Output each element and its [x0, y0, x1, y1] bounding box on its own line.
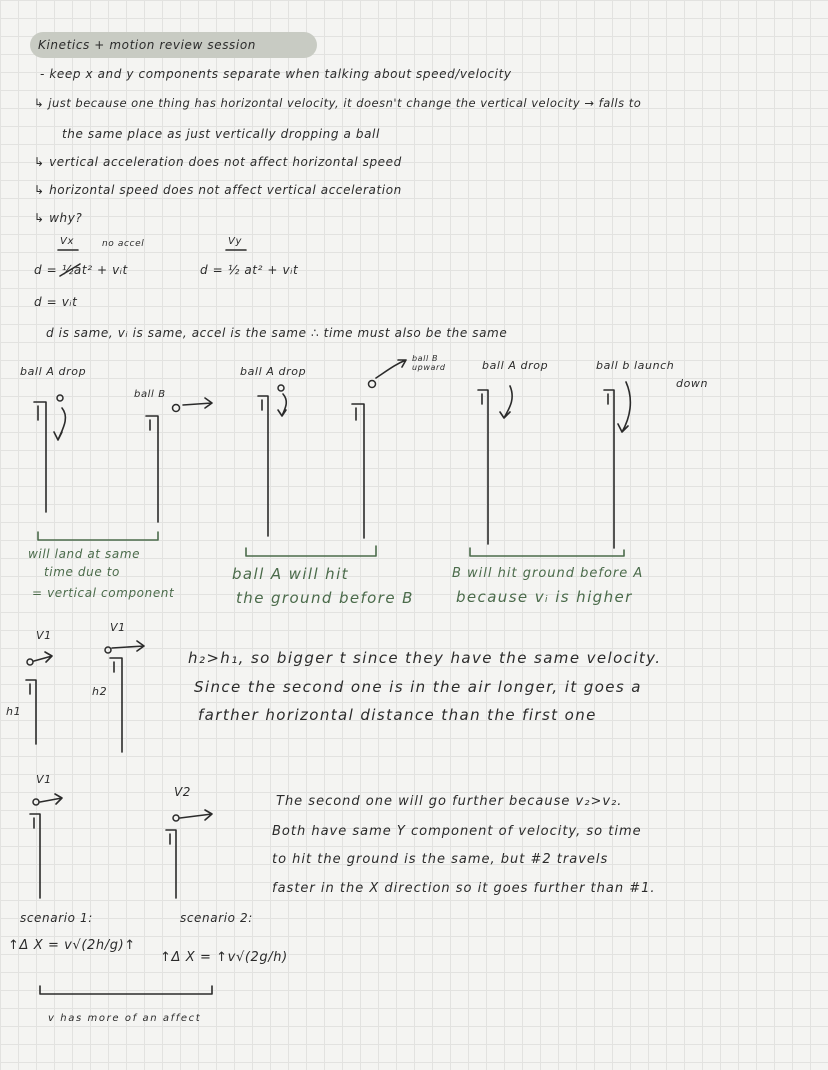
scenario-1-equation: ↑Δ X = v√(2h/g)↑: [8, 938, 136, 953]
tower-b: [352, 404, 364, 538]
heights-explanation-1: h₂>h₁, so bigger t since they have the same velocity.: [188, 649, 662, 667]
arrow-right-icon: [34, 652, 52, 662]
ball-v2: [173, 815, 179, 821]
vx-label: Vx: [60, 236, 74, 247]
d1-ball-a-label: ball A drop: [20, 365, 87, 378]
tower-b: [604, 390, 614, 548]
heights-explanation-2: Since the second one is in the air longer, it goes a: [194, 678, 642, 696]
tower-a: [34, 402, 46, 512]
page-title: Kinetics + motion review session: [38, 38, 256, 52]
d3-ball-b-launch-2: down: [676, 377, 709, 390]
conclusion-line: d is same, vᵢ is same, accel is the same ∴ time must also be the same: [46, 326, 508, 340]
d1-caption-2: time due to: [44, 565, 120, 579]
d3-ball-a-label: ball A drop: [482, 359, 549, 372]
d2-caption-2: the ground before B: [236, 589, 414, 607]
d3-caption-2: because vᵢ is higher: [456, 588, 633, 606]
d1-bracket: [38, 532, 158, 540]
d3-ball-b-launch-1: ball b launch: [596, 359, 675, 372]
tower-a: [478, 390, 488, 544]
arrow-right-icon: [40, 794, 62, 804]
diagram-1: [34, 395, 212, 540]
arrow-down-icon: [500, 386, 512, 418]
d3-ball-b-upward-1: ball B: [412, 354, 439, 363]
tower-h1: [26, 680, 36, 744]
arrow-upward-icon: [376, 360, 406, 378]
ball-h1: [27, 659, 33, 665]
scenario-2-equation: ↑Δ X = ↑v√(2g/h): [160, 950, 288, 965]
d2-caption-1: ball A will hit: [232, 565, 349, 583]
note-line-1: - keep x and y components separate when talking about speed/velocity: [40, 67, 512, 81]
tower-h2: [110, 658, 122, 752]
vy-label: Vy: [228, 236, 242, 247]
strikethrough-mark: [60, 264, 80, 276]
note-line-4: ↳ horizontal speed does not affect vertical acceleration: [34, 183, 402, 197]
v1-right-label: V1: [110, 621, 126, 634]
d3-caption-1: B will hit ground before A: [452, 566, 644, 581]
arrow-down-icon: [618, 382, 630, 432]
vy-equation: d = ½ at² + vᵢt: [200, 263, 299, 277]
ball-a: [278, 385, 284, 391]
d1-caption-3: = vertical component: [32, 586, 175, 600]
vx-simplified: d = vᵢt: [34, 295, 78, 309]
v1-label: V1: [36, 773, 52, 786]
velocities-explanation-3: to hit the ground is the same, but #2 travels: [272, 852, 609, 867]
h2-label: h2: [92, 685, 108, 698]
arrow-right-icon: [180, 810, 212, 820]
diagram-3: [470, 382, 630, 556]
scenario-2-label: scenario 2:: [180, 911, 253, 925]
note-line-2b: the same place as just vertically dropping a ball: [62, 127, 380, 141]
arrow-down-icon: [54, 408, 65, 440]
v2-label: V2: [174, 785, 192, 799]
arrow-right-icon: [112, 641, 144, 651]
velocities-explanation-2: Both have same Y component of velocity, so time: [272, 824, 642, 839]
scenario-bracket: [40, 986, 212, 994]
v1-left-label: V1: [36, 629, 52, 642]
tower-b: [146, 416, 158, 522]
ball-b: [369, 381, 376, 388]
no-accel-note: no accel: [102, 239, 145, 249]
heights-explanation-3: farther horizontal distance than the first one: [198, 706, 597, 724]
velocities-explanation-1: The second one will go further because v₂>v₂.: [276, 794, 623, 809]
scenario-1-label: scenario 1:: [20, 911, 93, 925]
vx-equation: d = ½at² + vᵢt: [34, 263, 128, 277]
note-line-5: ↳ why?: [34, 211, 83, 225]
ball-h2: [105, 647, 111, 653]
heights-diagram: [26, 641, 144, 752]
tower-v1: [30, 814, 40, 898]
diagram-2: [246, 360, 406, 556]
footer-note: v has more of an affect: [48, 1013, 202, 1024]
h1-label: h1: [6, 705, 22, 718]
tower-a: [258, 396, 268, 536]
d2-bracket: [246, 546, 376, 556]
arrow-right-icon: [183, 398, 212, 408]
ball-a: [57, 395, 63, 401]
velocities-explanation-4: faster in the X direction so it goes further than #1.: [272, 881, 656, 896]
d1-ball-b-label: ball B: [134, 389, 166, 400]
ball-v1: [33, 799, 39, 805]
d1-caption-1: will land at same: [28, 547, 141, 561]
arrow-down-icon: [278, 394, 286, 416]
tower-v2: [166, 830, 176, 898]
note-line-3: ↳ vertical acceleration does not affect horizontal speed: [34, 155, 402, 169]
d2-ball-a-label: ball A drop: [240, 365, 307, 378]
velocities-diagram: [30, 794, 212, 994]
d3-bracket: [470, 548, 624, 556]
ball-b: [173, 405, 180, 412]
note-line-2: ↳ just because one thing has horizontal velocity, it doesn't change the vertical velocity → falls to: [34, 96, 642, 110]
d3-ball-b-upward-2: upward: [412, 363, 446, 372]
